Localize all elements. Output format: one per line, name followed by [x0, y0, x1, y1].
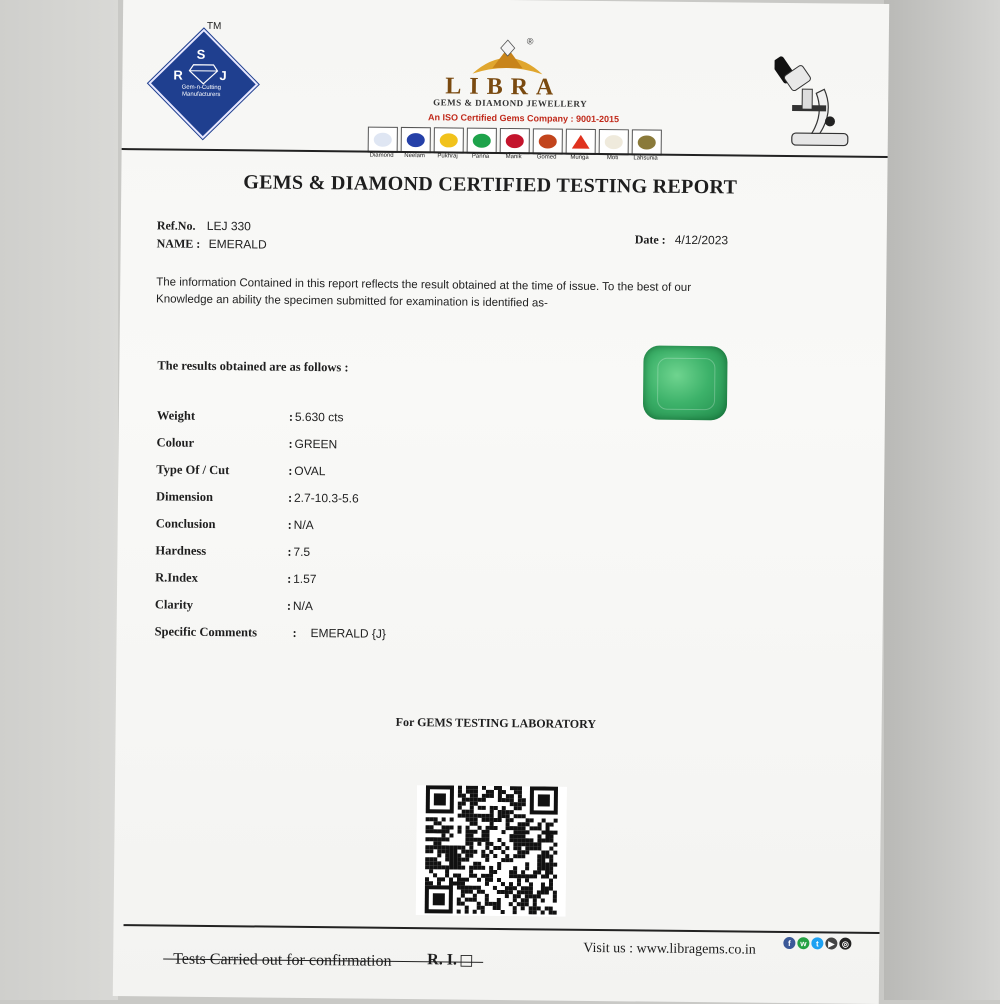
checkbox-icon[interactable]: ☐ — [459, 952, 474, 972]
gem-shape-icon — [638, 135, 656, 149]
result-label: Type Of / Cut — [156, 462, 229, 478]
srj-letter-j: J — [219, 68, 226, 83]
report-title: GEMS & DIAMOND CERTIFIED TESTING REPORT — [243, 171, 737, 199]
result-colon: : — [288, 437, 292, 452]
website-text: Visit us : www.libragems.co.in — [583, 941, 756, 959]
gem-label: Pukhraj — [431, 153, 465, 159]
ri-label: R. I. — [427, 951, 457, 969]
confirmation-text: Tests Carried out for confirmation — [173, 951, 392, 971]
result-label: Weight — [157, 408, 195, 423]
gem-label: Neelam — [398, 153, 432, 159]
brand-tagline: GEMS & DIAMOND JEWELLERY — [433, 97, 587, 109]
result-label: Colour — [157, 435, 195, 450]
date-value: 4/12/2023 — [675, 233, 729, 248]
gem-swatch-moti — [599, 129, 629, 155]
gem-label: Moti — [596, 155, 630, 161]
whatsapp-icon[interactable]: w — [797, 937, 809, 949]
gem-shape-icon — [605, 135, 623, 149]
emerald-facet — [657, 358, 716, 411]
result-value: EMERALD {J} — [311, 626, 387, 641]
result-colon: : — [287, 545, 291, 560]
youtube-icon[interactable]: ▶ — [825, 937, 837, 949]
background-left — [0, 0, 118, 1000]
result-value: N/A — [293, 599, 313, 613]
lab-label: For GEMS TESTING LABORATORY — [396, 715, 597, 732]
gem-swatch-munga — [566, 129, 596, 155]
result-label: Dimension — [156, 489, 213, 505]
gem-swatch-pukhraj — [434, 127, 464, 153]
twitter-icon[interactable]: t — [811, 937, 823, 949]
gem-shape-icon — [473, 134, 491, 148]
result-label: R.Index — [155, 570, 198, 585]
name-value: EMERALD — [209, 237, 267, 252]
gem-strip — [123, 0, 889, 4]
intro-line-2: Knowledge an ability the specimen submitted for examination is identified as- — [156, 291, 776, 314]
results-heading: The results obtained are as follows : — [157, 358, 348, 375]
gem-shape-icon — [506, 134, 524, 148]
result-value: 5.630 cts — [295, 410, 344, 425]
gem-label: Manik — [497, 154, 531, 160]
gem-swatch-lahsunia — [632, 129, 662, 155]
gem-label: Diamond — [365, 153, 399, 159]
result-colon: : — [293, 626, 297, 641]
result-label: Hardness — [155, 543, 206, 559]
gem-shape-icon — [407, 133, 425, 147]
result-label: Clarity — [155, 597, 193, 612]
result-label: Specific Comments — [155, 624, 258, 640]
gem-shape-icon — [374, 133, 392, 147]
ref-label: Ref.No. — [157, 218, 196, 233]
instagram-icon[interactable]: ◎ — [839, 938, 851, 950]
gem-swatch-panna — [467, 128, 497, 154]
result-colon: : — [289, 410, 293, 425]
gem-swatch-diamond — [368, 127, 398, 153]
results-table — [123, 0, 889, 4]
background-right — [884, 0, 1000, 1000]
brand-name: LIBRA — [445, 73, 561, 101]
result-colon: : — [287, 599, 291, 614]
srj-letter-r: R — [173, 68, 183, 83]
name-label: NAME : — [157, 236, 201, 251]
registered-mark: ® — [527, 36, 534, 46]
gem-shape-icon — [440, 133, 458, 147]
result-value: GREEN — [295, 437, 338, 451]
srj-subtitle: Gem-n-Cutting Manufacturers — [171, 85, 231, 100]
result-value: 1.57 — [293, 572, 317, 586]
result-colon: : — [288, 464, 292, 479]
gem-label: Gomed — [530, 154, 564, 160]
gem-swatch-neelam — [401, 127, 431, 153]
srj-letter-s: S — [197, 47, 206, 62]
gem-label: Lahsunia — [629, 155, 663, 161]
result-value: 2.7-10.3-5.6 — [294, 491, 359, 506]
trademark-mark: TM — [207, 21, 222, 32]
social-icons — [123, 0, 889, 4]
result-value: N/A — [294, 518, 314, 532]
gem-label: Panna — [464, 154, 498, 160]
result-label: Conclusion — [156, 516, 216, 532]
gem-shape-icon — [572, 135, 590, 149]
intro-line-1: The information Contained in this report reflects the result obtained at the time of issue. To the best of our — [156, 274, 776, 297]
gem-shape-icon — [539, 134, 557, 148]
result-colon: : — [288, 491, 292, 506]
diamond-outline-icon — [188, 63, 218, 85]
result-colon: : — [288, 518, 292, 533]
gem-swatch-manik — [500, 128, 530, 154]
date-label: Date : — [635, 232, 666, 247]
result-value: OVAL — [294, 464, 325, 478]
result-value: 7.5 — [293, 545, 310, 559]
gem-swatch-gomed — [533, 128, 563, 154]
ref-value: LEJ 330 — [207, 219, 251, 233]
result-colon: : — [287, 572, 291, 587]
iso-certification: An ISO Certified Gems Company : 9001-2015 — [428, 112, 619, 124]
facebook-icon[interactable]: f — [783, 937, 795, 949]
gem-label: Munga — [563, 155, 597, 161]
certificate-page — [113, 0, 889, 1004]
footer-divider — [124, 924, 880, 934]
microscope-icon — [774, 51, 855, 152]
qr-code[interactable] — [416, 785, 567, 917]
